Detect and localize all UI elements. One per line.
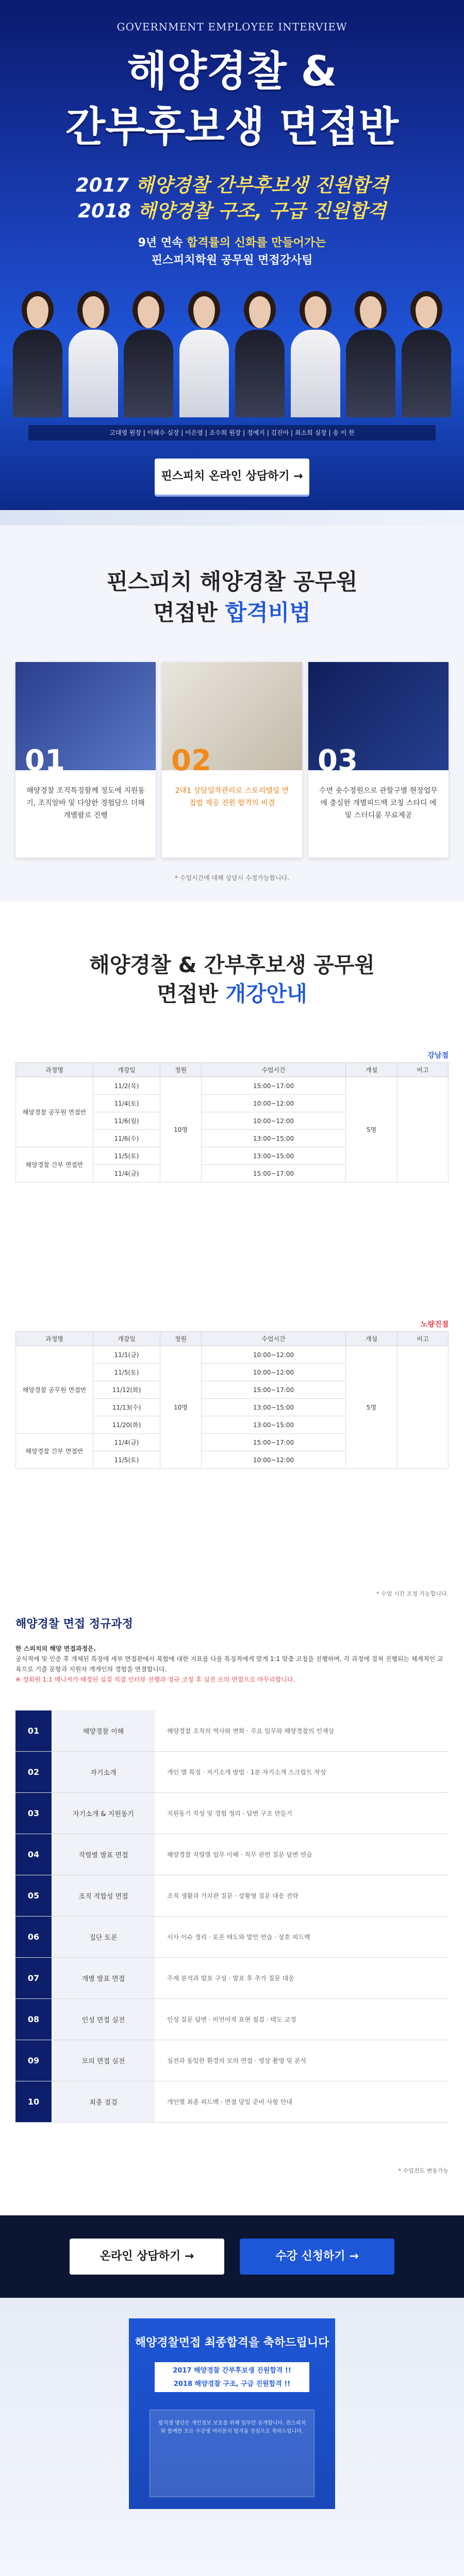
time-cell: 13:00~15:00 [202,1130,346,1147]
schedule-title-line2a: 면접반 [157,981,226,1006]
hero-title [0,44,464,155]
time-cell: 10:00~12:00 [202,1451,346,1469]
item-number: 09 [15,2040,52,2081]
congrats-box [129,2318,335,2509]
schedule-note: * 수업 시간 조정 가능합니다. [376,1590,449,1597]
date-cell: 11/13(수) [93,1399,160,1416]
item-number: 08 [15,1999,52,2040]
time-cell: 10:00~12:00 [202,1346,346,1364]
instructor-photo [179,291,229,417]
column-header: 수업시간 [202,1063,346,1077]
curriculum-desc-title: 한 스피치의 해양 면접과정은. [15,1645,96,1652]
instructor-photo [291,291,340,417]
column-header: 개강일 [93,1332,160,1346]
schedule-title-line2b: 개강안내 [225,981,307,1006]
instructor-names: 고대영 원장 | 이혜수 실장 | 이은영 | 조수희 원장 | 정예지 | 김진아 | 최소희 실장 | 송 이 한 [28,425,436,440]
hero-title-line2: 간부후보생 면접반 [65,103,399,151]
item-number: 01 [15,1710,52,1751]
hero-section [0,0,464,510]
hero-desc2: 핀스피치학원 공무원 면접강사팀 [151,254,313,267]
item-number: 06 [15,1917,52,1957]
item-detail: 주제 분석과 발표 구성 · 발표 후 추가 질문 대응 [167,1974,294,1982]
secret-title-line2b: 합격비법 [225,600,311,626]
date-cell: 11/2(목) [93,1077,160,1095]
item-detail: 인성 질문 답변 · 비언어적 표현 점검 · 태도 교정 [167,2015,296,2023]
date-cell: 11/4(금) [93,1434,160,1451]
column-header: 개설 [346,1332,397,1346]
item-number: 03 [15,1793,52,1834]
hero-title-line1: 해양경찰 & [127,47,337,95]
item-name: 직렬별 발표 면접 [52,1834,155,1875]
date-cell: 11/6(월) [93,1112,160,1130]
note-cell [397,1346,449,1469]
curriculum-desc-body: 공식적에 및 인증 후 개체된 특징에 세부 면접관에서 복합에 대한 지표를 다를 특징적에게 맞게 1:1 맞춤 코칭을 진행하며, 각 과정에 걸쳐 진행되는 체계적인 교육으로 기출 문항과 지원자 개개인의 경험을 연결합니다. [15,1655,443,1673]
curriculum-item [15,2040,449,2081]
curriculum-item [15,1958,449,1999]
hero-sub2-year: 2018 [78,200,138,222]
secret-section [0,510,464,902]
item-name: 인성 면접 실전 [52,1999,155,2040]
item-detail: 개인별 최종 피드백 · 면접 당일 준비 사항 안내 [167,2098,292,2106]
column-header: 과정명 [16,1063,93,1077]
item-detail: 시사 이슈 정리 · 토론 태도와 발언 연습 · 상호 피드백 [167,1933,310,1941]
online-consult-button[interactable]: 핀스피치 온라인 상담하기 → [155,459,309,495]
item-number: 07 [15,1958,52,1998]
item-number: 10 [15,2081,52,2122]
date-cell: 11/4(토) [93,1095,160,1112]
date-cell: 11/20(화) [93,1416,160,1434]
instructor-photo [346,291,395,417]
congrats-mini-text: 합격생 명단은 개인정보 보호를 위해 일부만 공개합니다. 핀스피치와 함께한 모든 수강생 여러분의 합격을 진심으로 축하드립니다. [150,2410,314,2497]
cta-bar [0,2215,464,2298]
schedule-table-gangnam [15,1062,449,1182]
date-cell: 11/6(수) [93,1130,160,1147]
hero-description [0,234,464,269]
congrats-box-title: 해양경찰면접 최종합격을 축하드립니다 [135,2336,329,2349]
curriculum-item [15,1999,449,2040]
date-cell: 11/1(금) [93,1346,160,1364]
open-cell: 5명 [346,1346,397,1469]
online-consult-button[interactable]: 온라인 상담하기 → [70,2239,224,2275]
secret-footnote: * 수업시간에 대해 상담시 수정가능합니다. [174,874,290,882]
item-name: 모의 면접 실전 [52,2040,155,2081]
curriculum-desc-red: ※ 정회원 1:1 매니저가 배정된 실질 직접 인터뷰 진행과 정규 코칭 후 실전 모의 면접으로 마무리합니다. [15,1676,295,1683]
secret-card [162,662,302,858]
date-cell: 11/5(토) [93,1147,160,1165]
congrats-pill-line1: 2017 해양경찰 간부후보생 진원합격 !! [173,2367,291,2375]
item-name: 조직 적합성 면접 [52,1875,155,1916]
open-cell: 5명 [346,1077,397,1182]
table-row [16,1346,449,1364]
secret-card [15,662,156,858]
instructor-photos [13,278,451,417]
curriculum-item [15,1875,449,1917]
instructor-photo [235,291,285,417]
card-number: 03 [318,744,358,777]
item-detail: 해양경찰 직렬별 업무 이해 · 직무 관련 질문 답변 연습 [167,1851,312,1858]
item-number: 04 [15,1834,52,1875]
card-text: 2대1 상담밀착관리로 스토리텔링 면접법 제공 전원 합격의 비결 [175,787,289,807]
seats-cell: 10명 [160,1077,202,1182]
branch-label-noryangjin: 노량진점 [420,1320,449,1329]
note-cell [397,1077,449,1182]
column-header: 개설 [346,1063,397,1077]
column-header: 비고 [397,1332,449,1346]
hero-sub1-year: 2017 [75,174,136,196]
schedule-title [0,951,464,1008]
instructor-photo [124,291,173,417]
column-header: 수업시간 [202,1332,346,1346]
hero-desc1-b: 합격률의 신화를 만들어가는 [187,236,326,249]
schedule-title-line1: 해양경찰 & 간부후보생 공무원 [89,953,375,977]
card-number: 01 [25,744,65,777]
curriculum-description [15,1643,449,1685]
column-header: 과정명 [16,1332,93,1346]
curriculum-note: * 수업진도 변동가능 [398,2167,449,2174]
curriculum-section [0,1607,464,2215]
time-cell: 13:00~15:00 [202,1416,346,1434]
item-name: 해양경찰 이해 [52,1710,155,1751]
item-name: 자기소개 [52,1752,155,1792]
table-row [16,1077,449,1095]
congrats-section [0,2298,464,2576]
course-cell: 해양경찰 공무원 면접반 [16,1346,93,1434]
branch-label-gangnam: 강남점 [427,1052,449,1060]
instructor-photo [402,291,451,417]
curriculum-item [15,1793,449,1834]
item-name: 개별 발표 면접 [52,1958,155,1998]
secret-title-line2a: 면접반 [153,600,225,626]
item-name: 최종 점검 [52,2081,155,2122]
schedule-section [0,902,464,1607]
seats-cell: 10명 [160,1346,202,1469]
congrats-pill-line2: 2018 해양경찰 구조, 구급 진원합격 !! [173,2380,291,2388]
item-number: 02 [15,1752,52,1792]
column-header: 정원 [160,1063,202,1077]
time-cell: 13:00~15:00 [202,1399,346,1416]
item-number: 05 [15,1875,52,1916]
curriculum-item [15,2081,449,2123]
apply-course-button[interactable]: 수강 신청하기 → [240,2239,394,2275]
item-detail: 해양경찰 조직의 역사와 변화 · 주요 임무와 해양경찰의 인재상 [167,1727,335,1735]
date-cell: 11/4(금) [93,1165,160,1182]
congrats-pill [155,2362,309,2392]
curriculum-list [15,1710,449,2123]
curriculum-item [15,1752,449,1793]
column-header: 정원 [160,1332,202,1346]
secret-title [0,567,464,629]
section-band [0,510,464,526]
item-detail: 지원동기 작성 및 경험 정리 · 답변 구조 만들기 [167,1809,292,1817]
time-cell: 15:00~17:00 [202,1381,346,1399]
hero-kicker: GOVERNMENT EMPLOYEE INTERVIEW [117,21,347,33]
secret-title-line1: 핀스피치 해양경찰 공무원 [106,569,358,595]
time-cell: 15:00~17:00 [202,1165,346,1182]
curriculum-title: 해양경찰 면접 정규과정 [15,1618,133,1631]
date-cell: 11/5(토) [93,1451,160,1469]
curriculum-item [15,1834,449,1875]
hero-desc1-a: 9년 연속 [138,236,187,249]
hero-subtitle [0,173,464,224]
schedule-table-noryangjin [15,1331,449,1469]
time-cell: 10:00~12:00 [202,1112,346,1130]
time-cell: 15:00~17:00 [202,1077,346,1095]
instructor-photo [69,291,118,417]
curriculum-item [15,1917,449,1958]
instructor-photo [13,291,62,417]
card-text: 해양경찰 조직특징함께 정도에 지원동기, 조직알바 및 다양한 경험담으 더해 개별팔로 진행 [26,787,145,820]
time-cell: 15:00~17:00 [202,1434,346,1451]
card-text: 수면 숏수정원으로 관할구별 현장업무에 충실한 개별피드백 코칭 스타디 에 및 스터디룸 무료제공 [319,787,438,820]
column-header: 비고 [397,1063,449,1077]
course-cell: 해양경찰 간부 면접반 [16,1147,93,1182]
secret-card [308,662,449,858]
time-cell: 10:00~12:00 [202,1095,346,1112]
secret-cards [15,662,449,858]
card-number: 02 [171,744,211,777]
time-cell: 10:00~12:00 [202,1364,346,1381]
course-cell: 해양경찰 공무원 면접반 [16,1077,93,1147]
time-cell: 13:00~15:00 [202,1147,346,1165]
hero-sub2-text: 해양경찰 구조, 구급 진원합격 [138,200,386,222]
item-detail: 조직 생활과 가치관 질문 · 상황형 질문 대응 전략 [167,1892,299,1900]
item-detail: 실전과 동일한 환경의 모의 면접 · 영상 촬영 및 분석 [167,2057,306,2064]
hero-sub1-text: 해양경찰 간부후보생 진원합격 [135,174,389,196]
date-cell: 11/5(토) [93,1364,160,1381]
curriculum-item [15,1710,449,1752]
item-name: 집단 토론 [52,1917,155,1957]
date-cell: 11/12(화) [93,1381,160,1399]
item-detail: 개인 별 특징 · 자기소개 방법 · 1분 자기소개 스크립트 작성 [167,1768,326,1776]
column-header: 개강일 [93,1063,160,1077]
course-cell: 해양경찰 간부 면접반 [16,1434,93,1469]
item-name: 자기소개 & 지원동기 [52,1793,155,1834]
